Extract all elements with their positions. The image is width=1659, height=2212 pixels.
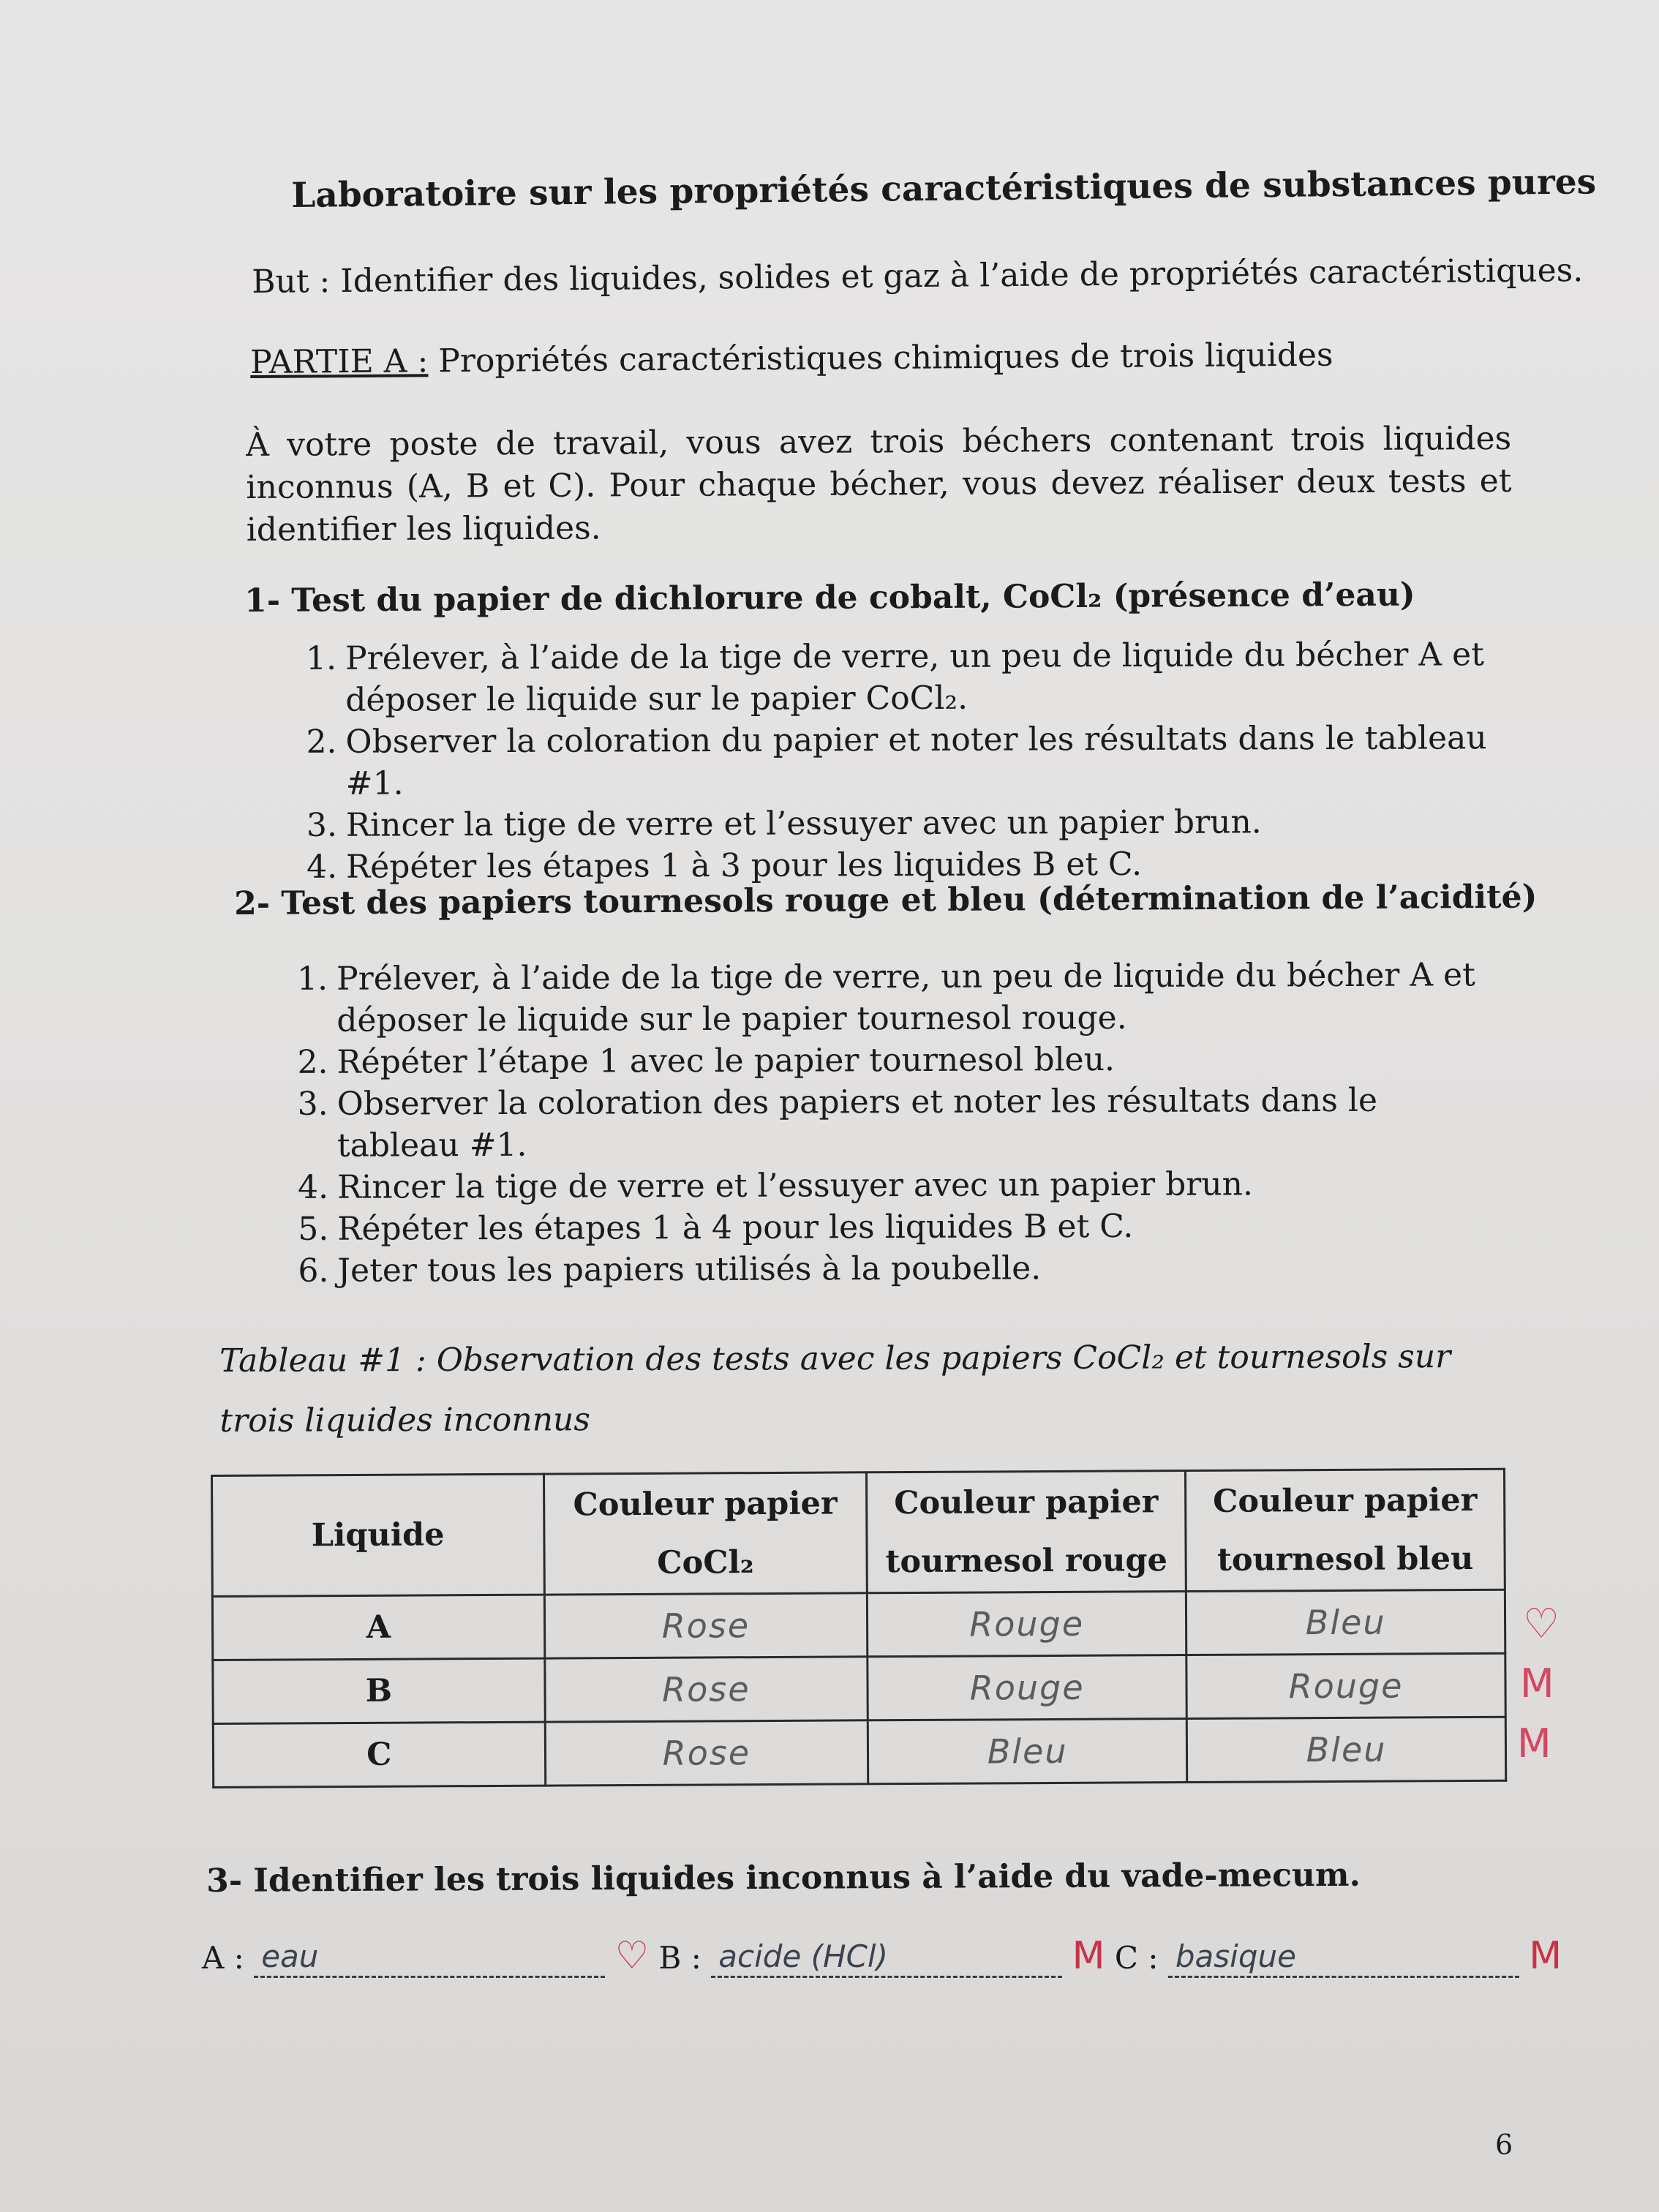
list-item [284,1037,1483,1083]
grade-mark-row-a: ♡ [1523,1600,1560,1648]
step-text: Répéter les étapes 1 à 3 pour les liquides B et C. [346,845,1143,886]
step-text: Observer la coloration des papiers et noter les résultats dans le tableau #1. [336,1081,1378,1165]
section2-heading: 2- Test des papiers tournesols rouge et bleu (détermination de l’acidité) [234,878,1538,922]
list-item [285,1162,1484,1208]
step-text: Prélever, à l’aide de la tige de verre, un peu de liquide du bécher A et déposer le liquide sur le papier tournesol rouge. [336,956,1475,1039]
part-a-label: PARTIE A : [250,342,429,381]
answer-b-mark: M [1072,1934,1105,1978]
answer-a-field [254,1938,605,1978]
step-number: 4. [306,848,338,886]
step-number: 4. [298,1168,329,1206]
table-caption: Tableau #1 : Observation des tests avec les papiers CoCl₂ et tournesols sur trois liquides inconnus [219,1338,1451,1440]
answer-a-mark: ♡ [614,1934,650,1978]
list-item [284,954,1483,1042]
list-item [293,800,1537,846]
table-row [213,1717,1505,1787]
cell-rouge: Rouge [868,1655,1186,1720]
header-tournesol-bleu: Couleur papier tournesol bleu [1186,1469,1505,1591]
step-text: Répéter l’étape 1 avec le papier tournesol bleu. [336,1041,1116,1081]
step-number: 1. [306,639,337,677]
cell-liquid: A [212,1595,544,1660]
page-title: Laboratoire sur les propriétés caractéristiques de substances pures [291,162,1597,216]
observation-table [211,1468,1507,1788]
step-text: Rincer la tige de verre et l’essuyer avec un papier brun. [345,803,1262,844]
answer-c-label: C : [1114,1940,1159,1976]
answer-b-label: B : [658,1940,701,1976]
step-text: Observer la coloration du papier et noter les résultats dans le tableau #1. [345,719,1487,802]
step-text: Rincer la tige de verre et l’essuyer avec un papier brun. [337,1165,1254,1206]
grade-mark-row-c: M [1517,1720,1551,1767]
list-item [285,1204,1484,1250]
header-tournesol-rouge: Couleur papier tournesol rouge [867,1471,1186,1593]
section1-steps [293,633,1537,888]
part-a-heading [250,336,1333,381]
list-item [293,633,1536,721]
answer-a-label: A : [202,1940,244,1976]
step-number: 1. [297,960,328,998]
step-text: Prélever, à l’aide de la tige de verre, un peu de liquide du bécher A et déposer le liquide sur le papier CoCl₂. [345,636,1484,719]
cell-cocl2: Rose [544,1657,868,1722]
cell-bleu: Bleu [1186,1717,1505,1782]
step-number: 5. [298,1210,329,1248]
answers-line [202,1934,1562,1978]
cell-bleu: Bleu [1186,1590,1505,1655]
section1-heading: 1- Test du papier de dichlorure de cobalt, CoCl₂ (présence d’eau) [244,576,1415,620]
cell-liquid: B [213,1658,545,1723]
list-item [293,717,1536,805]
cell-cocl2: Rose [544,1593,868,1658]
answer-a-value: eau [261,1938,319,1974]
cell-bleu: Rouge [1186,1653,1505,1718]
answer-b-value: acide (HCl) [718,1938,888,1974]
cell-liquid: C [213,1722,545,1787]
answer-c-value: basique [1175,1938,1296,1974]
step-number: 2. [306,723,337,761]
header-cocl2: Couleur papier CoCl₂ [543,1472,868,1595]
list-item [285,1246,1484,1292]
section2-steps [284,954,1485,1292]
intro-paragraph: À votre poste de travail, vous avez trois béchers contenant trois liquides inconnus (A, B et C). Pour chaque bécher, vous devez réaliser deux tests et identifier les liquides. [246,419,1512,549]
step-number: 2. [297,1043,328,1081]
step-number: 3. [306,806,337,844]
table-row [213,1653,1505,1723]
header-liquide: Liquide [212,1474,544,1596]
cell-rouge: Rouge [868,1592,1186,1657]
page-number: 6 [1495,2129,1513,2161]
part-a-text: Propriétés caractéristiques chimiques de trois liquides [428,336,1333,380]
section3-heading: 3- Identifier les trois liquides inconnus à l’aide du vade-mecum. [206,1856,1361,1900]
step-text: Jeter tous les papiers utilisés à la poubelle. [337,1249,1042,1290]
table-row [212,1590,1505,1660]
list-item [285,1079,1484,1167]
step-text: Répéter les étapes 1 à 4 pour les liquides B et C. [337,1207,1134,1248]
step-number: 3. [297,1085,328,1123]
cell-rouge: Bleu [868,1719,1186,1784]
lab-goal: But : Identifier des liquides, solides et gaz à l’aide de propriétés caractéristiques. [252,252,1584,301]
step-number: 6. [298,1252,329,1290]
answer-c-mark: M [1529,1934,1562,1978]
answer-b-field [711,1938,1062,1978]
cell-cocl2: Rose [545,1720,868,1786]
table-header-row [212,1469,1505,1596]
answer-c-field [1168,1938,1519,1978]
grade-mark-row-b: M [1520,1660,1554,1707]
